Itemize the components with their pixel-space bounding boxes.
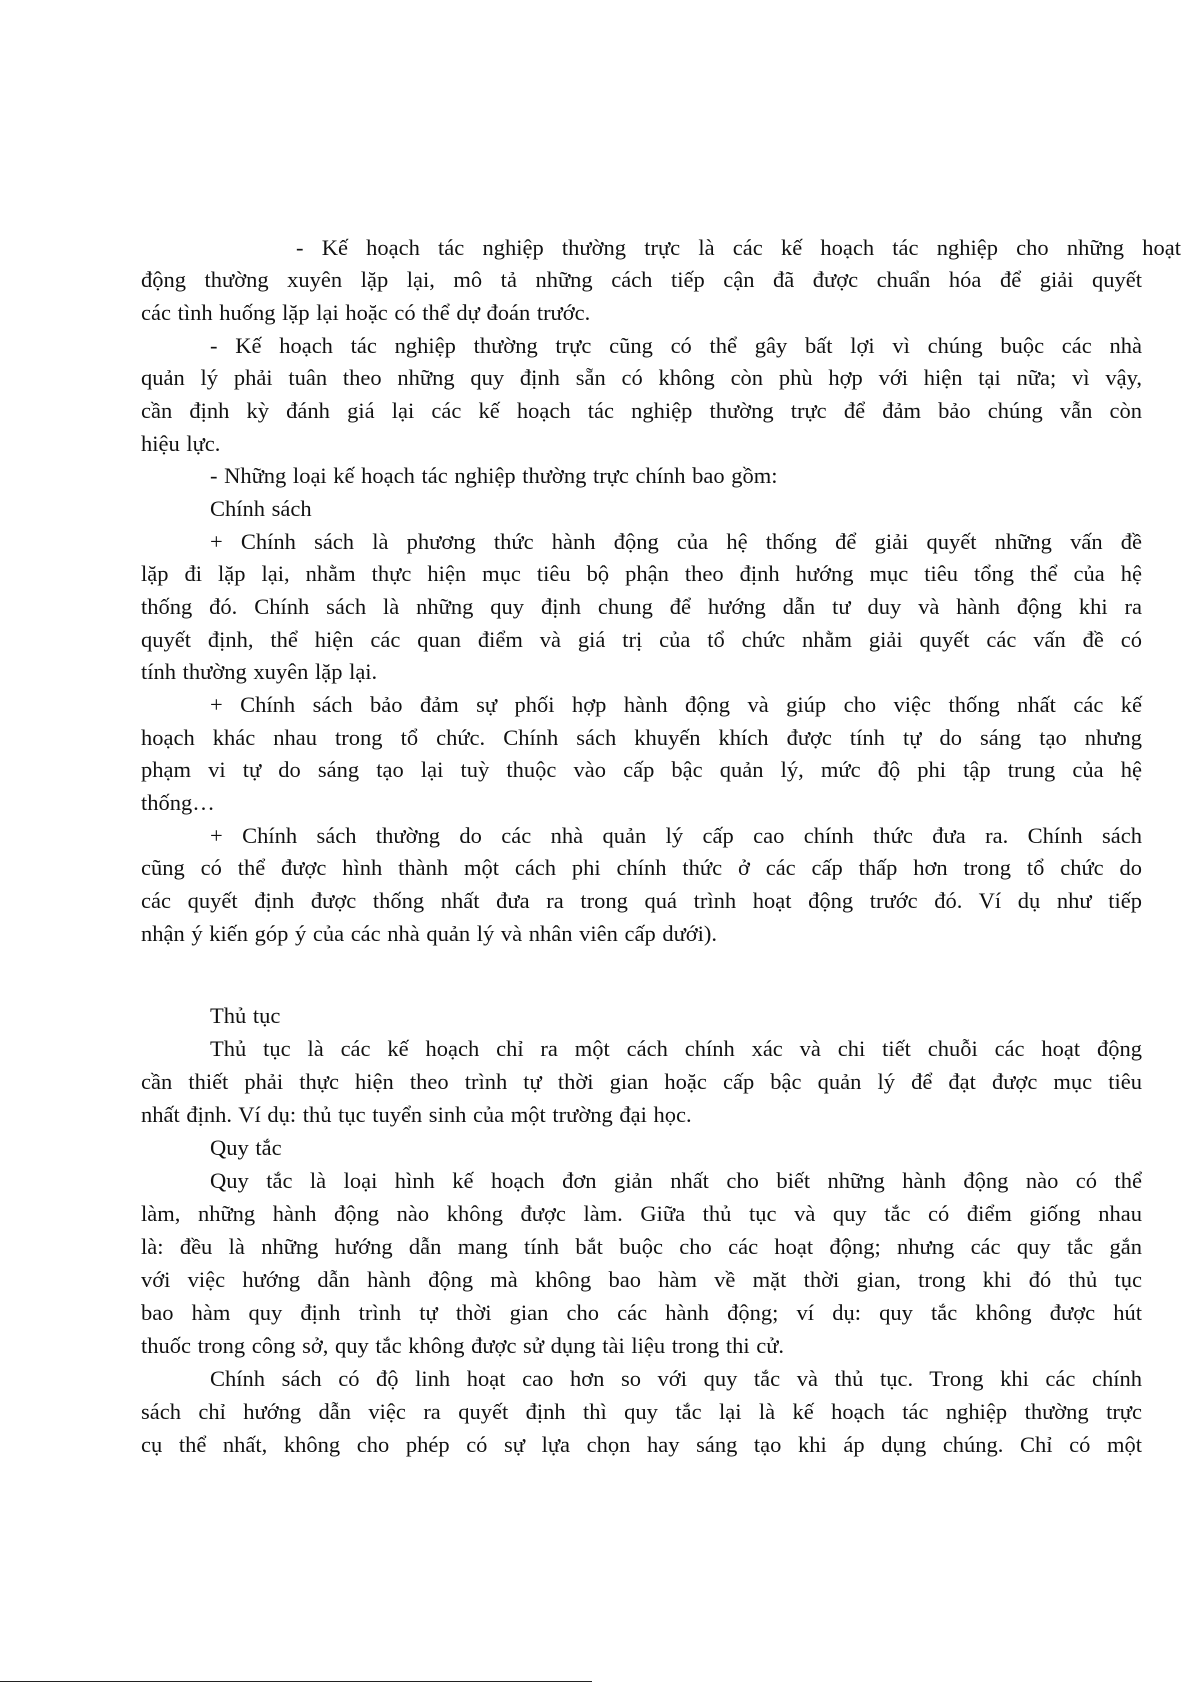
text-line: động thường xuyên lặp lại, mô tả những cách tiếp cận đã được chuẩn hóa để giải quyết — [141, 267, 1142, 292]
section-heading: Quy tắc — [210, 1135, 282, 1160]
text-line: các quyết định được thống nhất đưa ra trong quá trình hoạt động trước đó. Ví dụ như tiếp — [141, 888, 1142, 913]
text-line: + Chính sách thường do các nhà quản lý cấp cao chính thức đưa ra. Chính sách — [210, 823, 1142, 848]
text-line: phạm vi tự do sáng tạo lại tuỳ thuộc vào cấp bậc quản lý, mức độ phi tập trung của hệ — [141, 757, 1142, 782]
text-line: làm, những hành động nào không được làm. Giữa thủ tục và quy tắc có điểm giống nhau — [141, 1201, 1142, 1226]
text-line: các tình huống lặp lại hoặc có thể dự đoán trước. — [141, 300, 591, 325]
text-line: + Chính sách là phương thức hành động của hệ thống để giải quyết những vấn đề — [210, 529, 1142, 554]
text-line: Thủ tục là các kế hoạch chỉ ra một cách chính xác và chi tiết chuỗi các hoạt động — [210, 1036, 1142, 1061]
text-line: sách chỉ hướng dẫn việc ra quyết định thì quy tắc lại là kế hoạch tác nghiệp thường trực — [141, 1399, 1142, 1424]
text-line: quyết định, thể hiện các quan điểm và giá trị của tổ chức nhằm giải quyết các vấn đề có — [141, 627, 1142, 652]
text-line: tính thường xuyên lặp lại. — [141, 659, 378, 684]
text-line: Quy tắc là loại hình kế hoạch đơn giản nhất cho biết những hành động nào có thể — [210, 1168, 1142, 1193]
text-line: hoạch khác nhau trong tổ chức. Chính sách khuyến khích được tính tự do sáng tạo nhưng — [141, 725, 1142, 750]
text-line: cần thiết phải thực hiện theo trình tự thời gian hoặc cấp bậc quản lý để đạt được mục tiêu — [141, 1069, 1142, 1094]
text-line: thống… — [141, 790, 215, 815]
text-line: là: đều là những hướng dẫn mang tính bắt buộc cho các hoạt động; nhưng các quy tắc gắn — [141, 1234, 1142, 1259]
text-line: thống đó. Chính sách là những quy định chung để hướng dẫn tư duy và hành động khi ra — [141, 594, 1142, 619]
text-line: quản lý phải tuân theo những quy định sẵn có không còn phù hợp với hiện tại nữa; vì vậy, — [141, 365, 1142, 390]
section-heading: Thủ tục — [210, 1003, 281, 1028]
text-line: Chính sách có độ linh hoạt cao hơn so với quy tắc và thủ tục. Trong khi các chính — [210, 1366, 1142, 1391]
text-line: cụ thể nhất, không cho phép có sự lựa chọn hay sáng tạo khi áp dụng chúng. Chỉ có một — [141, 1432, 1142, 1457]
text-line: bao hàm quy định trình tự thời gian cho các hành động; ví dụ: quy tắc không được hút — [141, 1300, 1142, 1325]
text-line: cần định kỳ đánh giá lại các kế hoạch tác nghiệp thường trực để đảm bảo chúng vẫn còn — [141, 398, 1142, 423]
section-heading: Chính sách — [210, 496, 312, 521]
text-line: với việc hướng dẫn hành động mà không bao hàm về mặt thời gian, trong khi đó thủ tục — [141, 1267, 1142, 1292]
text-line: - Kế hoạch tác nghiệp thường trực cũng có thể gây bất lợi vì chúng buộc các nhà — [210, 333, 1142, 358]
text-line: cũng có thể được hình thành một cách phi chính thức ở các cấp thấp hơn trong tổ chức do — [141, 855, 1142, 880]
text-line: hiệu lực. — [141, 431, 221, 456]
footer-divider — [0, 1681, 592, 1682]
text-line: nhất định. Ví dụ: thủ tục tuyển sinh của một trường đại học. — [141, 1102, 692, 1127]
text-line: + Chính sách bảo đảm sự phối hợp hành động và giúp cho việc thống nhất các kế — [210, 692, 1142, 717]
text-line: lặp đi lặp lại, nhằm thực hiện mục tiêu bộ phận theo định hướng mục tiêu tổng thể của hệ — [141, 561, 1142, 586]
text-line: - Kế hoạch tác nghiệp thường trực là các kế hoạch tác nghiệp cho những hoạt — [296, 235, 1181, 260]
text-line: thuốc trong công sở, quy tắc không được sử dụng tài liệu trong thi cử. — [141, 1333, 785, 1358]
text-line: nhận ý kiến góp ý của các nhà quản lý và nhân viên cấp dưới). — [141, 921, 718, 946]
text-line: - Những loại kế hoạch tác nghiệp thường trực chính bao gồm: — [210, 463, 778, 488]
